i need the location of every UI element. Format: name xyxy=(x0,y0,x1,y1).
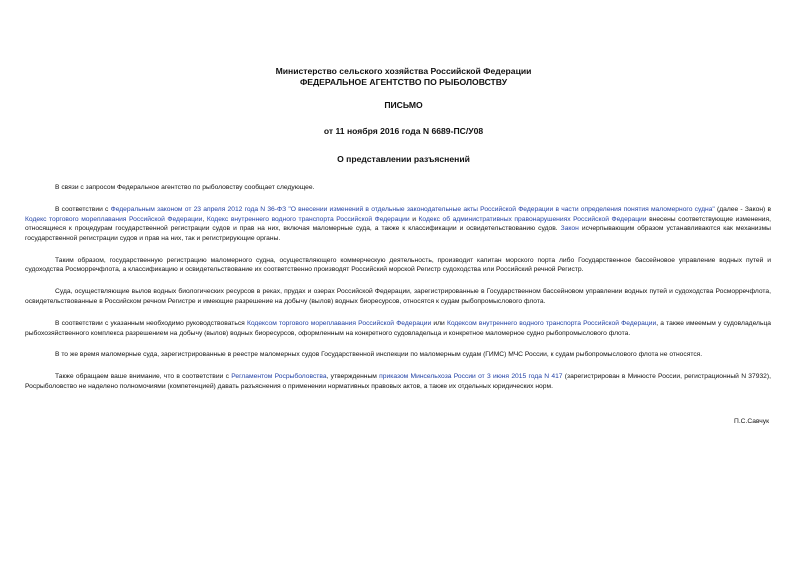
text: (далее - Закон) в xyxy=(714,205,772,213)
text: В соответствии с xyxy=(55,205,111,213)
inland-water-code-link[interactable]: Кодекс внутреннего водного транспорта Российской Федерации xyxy=(206,215,410,223)
paragraph-regulation xyxy=(25,372,771,391)
text: или xyxy=(431,319,447,327)
text: , xyxy=(202,215,207,223)
federal-law-link[interactable]: Федеральным законом от 23 апреля 2012 года N 36-ФЗ "О внесении изменений в отдельные законодательные акты Российской Федерации в части определения понятия маломерного судна" xyxy=(110,205,715,213)
text: (зарегистрирован в Минюсте России, регистрационный N 37932), Росрыболовство не наделено полномочиями (компетенцией) давать разъяснения о применении нормативных правовых актов, а также их отдельных юридических норм. xyxy=(25,373,771,391)
maritime-code-link[interactable]: Кодекс торгового мореплавания Российской Федерации xyxy=(25,215,203,223)
text: исчерпывающим образом устанавливаются как механизмы государственной регистрации судов и прав на них, так и регистрирующие органы. xyxy=(25,225,771,242)
order-link[interactable]: приказом Минсельхоза России от 3 июня 2015 года N 417 xyxy=(379,373,563,381)
document-date-number: от 11 ноября 2016 года N 6689-ПС/У08 xyxy=(323,126,484,136)
document-type: ПИСЬМО xyxy=(384,100,423,110)
law-link[interactable]: Закон xyxy=(560,225,579,233)
paragraph-intro: В связи с запросом Федеральное агентство по рыболовству сообщает следующее. xyxy=(55,184,315,191)
agency-name: ФЕДЕРАЛЬНОЕ АГЕНТСТВО ПО РЫБОЛОВСТВУ xyxy=(299,77,508,87)
text: В соответствии с указанным необходимо руководствоваться xyxy=(55,319,247,327)
document-subject: О представлении разъяснений xyxy=(337,154,470,164)
signature: П.С.Савчук xyxy=(734,418,769,425)
text: внесены соответствующие изменения, относящиеся к процедурам государственной регистрации судов и прав на них, включая маломерные суда, а также к классификации и освидетельствованию судов. xyxy=(25,215,772,233)
administrative-code-link[interactable]: Кодекс об административных правонарушениях Российской Федерации xyxy=(418,215,647,223)
paragraph-fishing-vessels: Суда, осуществляющие вылов водных биологических ресурсов в реках, прудах и озерах Российской Федерации, зарегистрированные в Государственном бассейновом управлении водных путей и судоходства Росморречфлота, освидетельствованные в Российском речном Регистре и имеющие разрешение на добычу (вылов) водных биоресурсов, относятся к судам рыбопромыслового флота. xyxy=(25,288,771,305)
text: и xyxy=(409,215,419,223)
text: , утвержденным xyxy=(326,373,380,381)
ministry-name: Министерство сельского хозяйства Российской Федерации xyxy=(275,66,532,76)
paragraph-registration: Таким образом, государственную регистрацию маломерного судна, осуществляющего коммерческую деятельность, производит капитан морского порта либо Государственное бассейновое управление водных путей и судоходства Росморречфлота, а классификацию и освидетельствование их соответственно производят Российский морской Регистр судоходства или Российский речной Регистр. xyxy=(25,256,771,274)
paragraph-gims: В то же время маломерные суда, зарегистрированные в реестре маломерных судов Государственной инспекции по маломерным судам (ГИМС) МЧС России, к судам рыбопромыслового флота не относятся. xyxy=(55,351,703,359)
maritime-code-link[interactable]: Кодексом торгового мореплавания Российской Федерации xyxy=(246,319,432,327)
regulation-link[interactable]: Регламентом Росрыболовства xyxy=(231,373,327,381)
inland-water-code-link[interactable]: Кодексом внутреннего водного транспорта Российской Федерации xyxy=(446,319,657,327)
document-body xyxy=(25,183,771,404)
paragraph-codes xyxy=(25,319,771,338)
paragraph-law xyxy=(25,205,771,243)
document-header xyxy=(0,66,807,88)
text: Также обращаем ваше внимание, что в соответствии с xyxy=(55,373,232,381)
text: , а также имеемым у судовладельца рыбохозяйственного комплекса разрешением на добычу (вылов) водных биоресурсов, оформленным на конкретного судовладельца и конкретное маломерное судно рыбопромыслового флота. xyxy=(25,319,771,337)
